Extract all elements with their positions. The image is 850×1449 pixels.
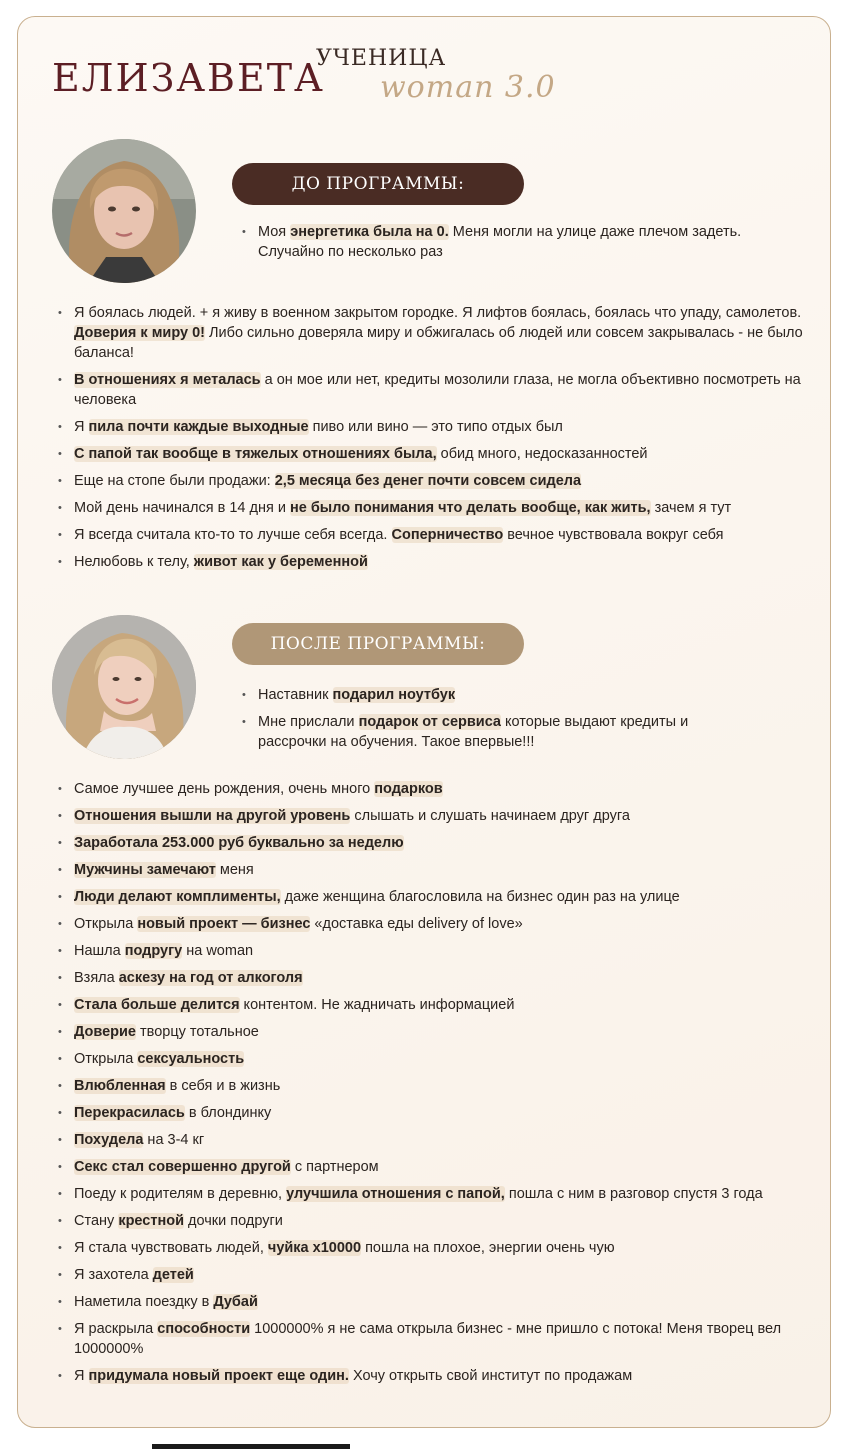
student-label: УЧЕНИЦА (316, 46, 447, 71)
after-list-item: • Секс стал совершенно другой с партнером (54, 1157, 794, 1177)
before-list-item: • Нелюбовь к телу, живот как у беременной (54, 552, 814, 572)
highlight-text: подарков (374, 781, 443, 797)
before-photo-image (52, 139, 196, 283)
highlight-text: 2,5 месяца без денег почти совсем сидела (274, 473, 582, 489)
highlight-text: Секс стал совершенно другой (74, 1159, 291, 1175)
after-list-item: • Я раскрыла способности 1000000% я не сама открыла бизнес - мне пришло с потока! Меня творец вел 1000000% (54, 1319, 794, 1359)
after-list-item: • Открыла сексуальность (54, 1049, 794, 1069)
highlight-text: Заработала 253.000 руб буквально за неделю (74, 835, 404, 851)
before-list-item: • Я боялась людей. + я живу в военном закрытом городке. Я лифтов боялась, боялась что упаду, самолетов. Доверия к миру 0! Либо сильно доверяла миру и обжигалась об людей или совсем закрывалась - не было баланса! (54, 303, 814, 363)
highlight-text: пила почти каждые выходные (88, 419, 309, 435)
highlight-text: Люди делают комплименты, (74, 889, 281, 905)
before-photo (52, 139, 196, 283)
highlight-text: способности (157, 1321, 251, 1337)
after-items-list (54, 779, 794, 1393)
before-list-item: • В отношениях я металась а он мое или нет, кредиты мозолили глаза, не могла объективно посмотреть на человека (54, 370, 814, 410)
highlight-text: Перекрасилась (74, 1105, 185, 1121)
before-list-item: • Еще на стопе были продажи: 2,5 месяца без денег почти совсем сидела (54, 471, 814, 491)
highlight-text: В отношениях я металась (74, 372, 261, 388)
after-list-item: • Перекрасилась в блондинку (54, 1103, 794, 1123)
after-program-heading: ПОСЛЕ ПРОГРАММЫ: (232, 623, 524, 665)
after-list-item: • Мужчины замечают меня (54, 860, 794, 880)
after-list-item: • Стану крестной дочки подруги (54, 1211, 794, 1231)
after-list-item: • Я придумала новый проект еще один. Хочу открыть свой институт по продажам (54, 1366, 794, 1386)
after-list-item: • Я захотела детей (54, 1265, 794, 1285)
highlight-text: Влюбленная (74, 1078, 166, 1094)
highlight-text: живот как у беременной (193, 554, 368, 570)
before-list-item: • Мой день начинался в 14 дня и не было понимания что делать вообще, как жить, зачем я тут (54, 498, 814, 518)
student-name: ЕЛИЗАВЕТА (52, 56, 325, 100)
before-program-heading: ДО ПРОГРАММЫ: (232, 163, 524, 205)
after-intro-list (238, 685, 748, 759)
before-items-list (54, 303, 814, 579)
after-list-item: • Влюбленная в себя и в жизнь (54, 1076, 794, 1096)
after-intro-item: • Мне прислали подарок от сервиса которые выдают кредиты и рассрочки на обучения. Такое впервые!!! (238, 712, 748, 752)
highlight-text: Стала больше делится (74, 997, 240, 1013)
after-photo-image (52, 615, 196, 759)
highlight-text: новый проект — бизнес (137, 916, 311, 932)
highlight-text: чуйка х10000 (267, 1240, 362, 1256)
after-list-item (54, 833, 794, 853)
before-intro-item: • Моя энергетика была на 0. Меня могли на улице даже плечом задеть. Случайно по несколько раз (238, 222, 808, 262)
highlight-text: С папой так вообще в тяжелых отношениях была, (74, 446, 437, 462)
highlight-text: не было понимания что делать вообще, как жить, (290, 500, 651, 516)
after-list-item: • Доверие творцу тотальное (54, 1022, 794, 1042)
program-brand: woman 3.0 (380, 70, 556, 105)
highlight-text: Отношения вышли на другой уровень (74, 808, 351, 824)
highlight-text: аскезу на год от алкоголя (118, 970, 303, 986)
highlight-text: подарил ноутбук (332, 687, 456, 703)
highlight-text: Доверия к миру 0! (74, 325, 205, 341)
highlight-text: подругу (124, 943, 183, 959)
after-list-item: • Люди делают комплименты, даже женщина благословила на бизнес один раз на улице (54, 887, 794, 907)
after-list-item: • Открыла новый проект — бизнес «доставка еды delivery of love» (54, 914, 794, 934)
after-list-item: • Отношения вышли на другой уровень слышать и слушать начинаем друг друга (54, 806, 794, 826)
highlight-text: энергетика была на 0. (290, 224, 449, 240)
home-indicator (152, 1444, 350, 1449)
highlight-text: придумала новый проект еще один. (88, 1368, 349, 1384)
after-list-item: • Стала больше делится контентом. Не жадничать информацией (54, 995, 794, 1015)
after-list-item: • Похудела на 3-4 кг (54, 1130, 794, 1150)
highlight-text: Похудела (74, 1132, 144, 1148)
highlight-text: Дубай (213, 1294, 258, 1310)
before-list-item: • Я пила почти каждые выходные пиво или вино — это типо отдых был (54, 417, 814, 437)
before-intro-list (238, 222, 808, 269)
highlight-text: Доверие (74, 1024, 136, 1040)
highlight-text: улучшила отношения с папой, (286, 1186, 505, 1202)
after-list-item: • Нашла подругу на woman (54, 941, 794, 961)
after-list-item: • Я стала чувствовать людей, чуйка х10000 пошла на плохое, энергии очень чую (54, 1238, 794, 1258)
highlight-text: детей (152, 1267, 194, 1283)
highlight-text: Мужчины замечают (74, 862, 216, 878)
after-list-item: • Взяла аскезу на год от алкоголя (54, 968, 794, 988)
highlight-text: сексуальность (137, 1051, 245, 1067)
after-list-item: • Поеду к родителям в деревню, улучшила отношения с папой, пошла с ним в разговор спустя 3 года (54, 1184, 794, 1204)
after-list-item: • Наметила поездку в Дубай (54, 1292, 794, 1312)
before-list-item: • Я всегда считала кто-то то лучше себя всегда. Соперничество вечное чувствовала вокруг себя (54, 525, 814, 545)
after-list-item: • Самое лучшее день рождения, очень много подарков (54, 779, 794, 799)
before-list-item: • С папой так вообще в тяжелых отношениях была, обид много, недосказанностей (54, 444, 814, 464)
after-intro-item: • Наставник подарил ноутбук (238, 685, 748, 705)
highlight-text: Соперничество (391, 527, 504, 543)
highlight-text: подарок от сервиса (358, 714, 501, 730)
highlight-text: крестной (118, 1213, 184, 1229)
after-photo (52, 615, 196, 759)
